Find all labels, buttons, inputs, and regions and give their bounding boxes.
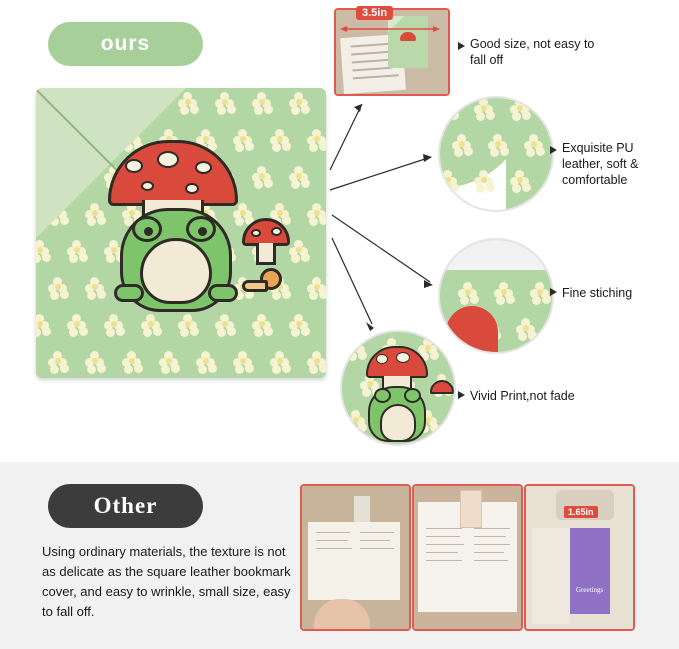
small-mushroom-stem <box>256 243 276 265</box>
flower-icon <box>510 170 530 190</box>
flower-icon <box>289 92 309 112</box>
flower-icon <box>141 314 161 334</box>
photo-fine-stitching-detail <box>438 238 554 354</box>
photo-pu-leather-detail <box>438 96 554 212</box>
flower-icon <box>270 129 290 149</box>
flower-icon <box>215 314 235 334</box>
flower-icon <box>233 351 253 371</box>
flower-icon <box>474 98 494 118</box>
photo-vivid-print-detail <box>340 330 456 446</box>
frog-belly <box>140 238 212 304</box>
other-badge: Other <box>48 484 203 528</box>
flower-icon <box>474 170 494 190</box>
arrow-head-fine-stitching <box>550 288 557 296</box>
flower-icon <box>510 98 530 118</box>
arrow-head-pu-leather <box>550 146 557 154</box>
flower-icon <box>48 351 68 371</box>
other-photo-3 <box>524 484 635 631</box>
frog-leg-left <box>114 284 144 302</box>
frog-leg-right <box>208 284 238 302</box>
callout-label-fine-stitching: Fine stiching <box>562 286 633 300</box>
flower-icon <box>67 314 87 334</box>
flower-icon <box>85 277 105 297</box>
snail-body <box>242 280 268 292</box>
flower-icon <box>178 314 198 334</box>
flower-icon <box>307 277 326 297</box>
flower-icon <box>494 282 514 302</box>
frog-eye-left <box>132 216 162 242</box>
greeting-card-label: Greetings <box>576 586 604 594</box>
flower-icon <box>289 240 309 260</box>
flower-icon <box>270 351 290 371</box>
flower-icon <box>252 92 272 112</box>
flower-icon <box>307 129 326 149</box>
callout-label-pu-leather: Exquisite PU leather, soft & comfortable <box>562 141 639 187</box>
flower-icon <box>346 410 366 430</box>
flower-icon <box>159 351 179 371</box>
arrow-head-vivid-print <box>458 391 465 399</box>
other-photo-2 <box>412 484 523 631</box>
size-tag-1-65in: 1.65in <box>564 506 598 518</box>
flower-icon <box>36 240 50 260</box>
frog-eye-right <box>186 216 216 242</box>
flower-icon <box>48 277 68 297</box>
other-photo-1 <box>300 484 411 631</box>
other-section <box>0 462 679 649</box>
photo-bookmark-in-book <box>334 8 450 96</box>
flower-icon <box>233 129 253 149</box>
flower-icon <box>196 351 216 371</box>
product-main-image <box>36 88 326 378</box>
callout-label-good-size: Good size, not easy to fall off <box>470 37 595 67</box>
ours-badge: ours <box>48 22 203 66</box>
flower-icon <box>85 351 105 371</box>
flower-icon <box>452 134 472 154</box>
flower-icon <box>524 134 544 154</box>
flower-icon <box>438 98 458 118</box>
arrow-head-good-size <box>458 42 465 50</box>
flower-icon <box>104 314 124 334</box>
flower-icon <box>122 351 142 371</box>
flower-icon <box>289 314 309 334</box>
flower-icon <box>252 314 272 334</box>
flower-icon <box>215 92 235 112</box>
other-description: Using ordinary materials, the texture is not as delicate as the square leather bookmark cover, and easy to wrinkle, small size, easy to fall off. <box>42 544 291 619</box>
flower-icon <box>36 314 50 334</box>
callout-label-vivid-print: Vivid Print,not fade <box>470 389 575 403</box>
flower-icon <box>530 282 550 302</box>
flower-icon <box>346 338 366 358</box>
size-measure-arrow <box>340 24 440 34</box>
flower-icon <box>488 134 508 154</box>
flower-icon <box>438 170 458 190</box>
flower-icon <box>307 351 326 371</box>
flower-icon <box>67 240 87 260</box>
size-tag-3-5in: 3.5in <box>356 6 393 20</box>
flower-icon <box>289 166 309 186</box>
flower-icon <box>233 203 253 223</box>
flower-icon <box>516 318 536 338</box>
flower-icon <box>458 282 478 302</box>
flower-icon <box>307 203 326 223</box>
flower-icon <box>252 166 272 186</box>
